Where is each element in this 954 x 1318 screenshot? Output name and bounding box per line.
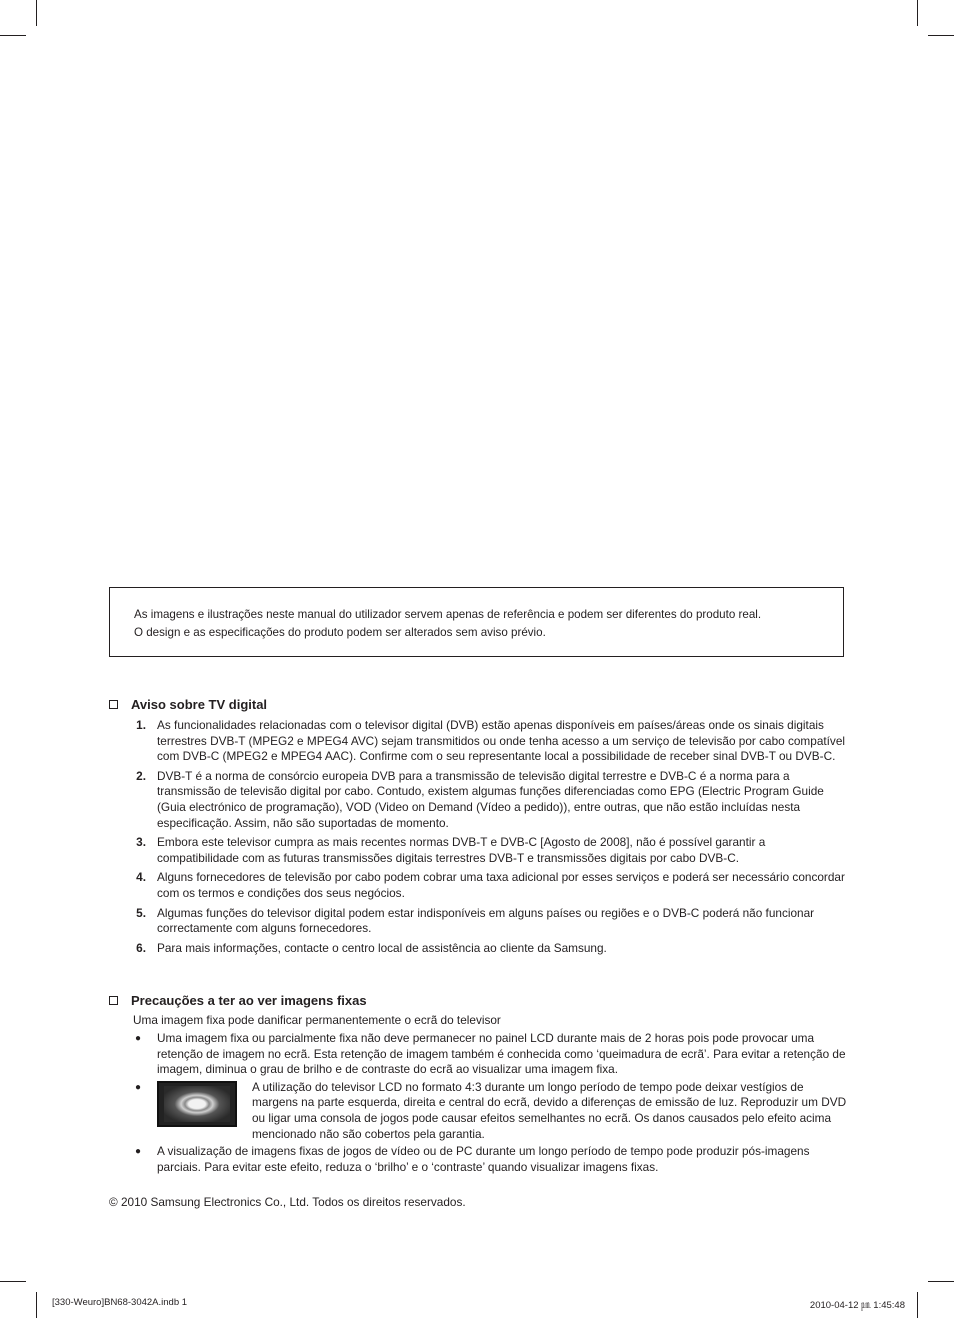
footer-timestamp: 2010-04-12 ㏘ 1:45:48 [809,1300,905,1311]
item-text: Embora este televisor cumpra as mais recentes normas DVB-T e DVB-C [Agosto de 2008], não é possível garantir a compatibilidade com as futuras transmissões digitais terrestres DVB-T e transmissões digitais por cabo DVB-C. [157,835,766,865]
crop-mark [36,1292,37,1318]
section-title: Precauções a ter ao ver imagens fixas [131,993,367,1008]
list-item [109,769,849,831]
item-number: 2. [136,768,146,783]
item-number: 3. [136,835,146,850]
crop-mark [928,35,954,36]
list-item [109,870,849,901]
item-text: A visualização de imagens fixas de jogos de vídeo ou de PC durante um longo período de tempo pode produzir pós-imagens parciais. Para evitar este efeito, reduza o ‘brilho’ e o ‘contraste’ quando visualizar imagens fixas. [157,1144,810,1174]
crop-mark [0,1281,26,1282]
bullet-icon: ● [134,1081,142,1093]
disclaimer-line: As imagens e ilustrações neste manual do utilizador servem apenas de referência e podem ser diferentes do produto real. [134,608,762,621]
section-heading-still-images [109,993,367,1008]
item-text: Alguns fornecedores de televisão por cabo podem cobrar uma taxa adicional por esses serviços e poderá ser necessário concordar com os termos e condições dos seus negócios. [157,870,845,900]
item-text: Para mais informações, contacte o centro local de assistência ao cliente da Samsung. [157,940,607,955]
section-subtitle: Uma imagem fixa pode danificar permanentemente o ecrã do televisor [133,1013,501,1027]
checkbox-icon [109,996,118,1005]
list-item [109,1080,849,1142]
item-text: A utilização do televisor LCD no formato 4:3 durante um longo período de tempo pode deixar vestígios de margens na parte esquerda, direita e central do ecrã, devido a diferenças de emissão de luz. Reproduzir um DVD ou ligar uma consola de jogos pode causar efeitos semelhantes no ecrã. Os danos causados pelo efeito acima mencionado não são cobertos pela garantia. [252,1079,847,1141]
crop-mark [917,1292,918,1318]
crop-mark [928,1281,954,1282]
numbered-list [109,718,849,960]
crop-mark [917,0,918,26]
item-number: 5. [136,905,146,920]
item-number: 6. [136,940,146,955]
copyright-text: © 2010 Samsung Electronics Co., Ltd. Todos os direitos reservados. [109,1195,466,1209]
item-text: Uma imagem fixa ou parcialmente fixa não deve permanecer no painel LCD durante mais de 2 horas pois pode provocar uma retenção de imagem no ecrã. Esta retenção de imagem também é conhecida como ‘queimadura de ecrã’. Para evitar a retenção de imagem, diminua o grau de brilho e de contraste do ecrã ao visualizar uma imagem fixa. [157,1031,846,1077]
disclaimer-line: O design e as especificações do produto podem ser alterados sem aviso prévio. [134,626,546,639]
list-item [109,835,849,866]
list-item [109,718,849,765]
checkbox-icon [109,700,118,709]
item-text: Algumas funções do televisor digital podem estar indisponíveis em alguns países ou regiões e o DVB-C poderá não funcionar correctamente com alguns fornecedores. [157,905,815,936]
crop-mark [0,35,26,36]
item-text: DVB-T é a norma de consórcio europeia DVB para a transmissão de televisão digital terrestre e DVB-C é a norma para a transmissão de televisão digital por cabo. Contudo, existem algumas funções diferenciadas como EPG (Electric Program Guide (Guia electrónico de programação), VOD (Video on Demand (Vídeo a pedido)), entre outras, que não estão incluídas nesta especificação. Assim, não são suportadas de momento. [157,768,824,830]
footer-filename: [330-Weuro]BN68-3042A.indb 1 [52,1297,188,1308]
section-title: Aviso sobre TV digital [131,697,268,712]
item-text: As funcionalidades relacionadas com o televisor digital (DVB) estão apenas disponíveis em países/áreas onde os sinais digitais terrestres DVB-T (MPEG2 e MPEG4 AVC) sejam transmitidos ou onde tenha acesso a um serviço de televisão por cabo compatível com DVB-C (MPEG2 e MPEG4 AAC). Confirme com o seu representante local a possibilidade de receber sinal DVB-T ou DVB-C. [157,718,846,764]
bullet-icon: ● [134,1033,142,1044]
crop-mark [36,0,37,26]
item-number: 1. [136,718,146,732]
item-number: 4. [136,870,146,885]
bullet-icon: ● [134,1146,142,1158]
list-item [109,941,849,957]
section-heading-digital-tv [109,697,267,712]
tv-flower-image [157,1081,237,1127]
item-content [157,1080,849,1142]
list-item [109,1031,849,1078]
list-item [109,1144,849,1175]
list-item [109,906,849,937]
bullet-list [109,1031,849,1177]
disclaimer-box [109,587,844,657]
